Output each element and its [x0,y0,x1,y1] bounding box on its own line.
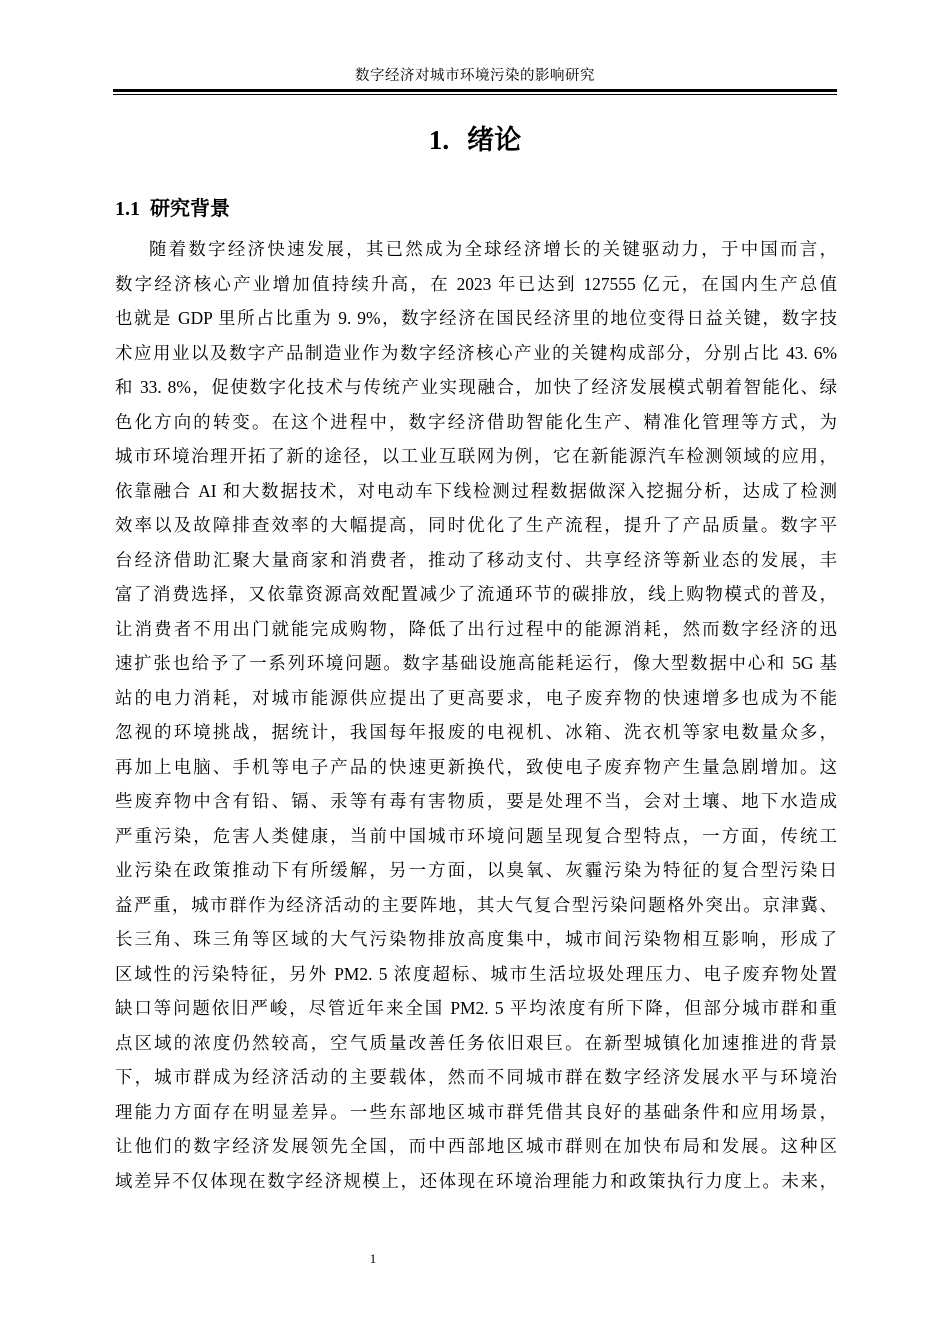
chapter-title: 绪论 [467,125,522,156]
page-number: 1 [369,1251,377,1266]
paragraph-line: 域差异不仅体现在数字经济规模上，还体现在环境治理能力和政策执行力度上。未来， [115,1170,837,1191]
header-rule-thin [113,94,837,95]
chapter-number: 1. [428,125,450,155]
section-heading [115,192,230,225]
header-rule-thick [113,89,837,92]
chapter-heading [113,118,837,163]
paragraph-line: 下，城市群成为经济活动的主要载体，然而不同城市群在数字经济发展水平与环境治 [115,1067,837,1087]
paragraph-line: 站的电力消耗，对城市能源供应提出了更高要求，电子废弃物的快速增多也成为不能 [115,687,837,708]
paragraph-line: 业污染在政策推动下有所缓解，另一方面，以臭氧、灰霾污染为特征的复合型污染日 [115,860,837,880]
paragraph-line: 色化方向的转变。在这个进程中，数字经济借助智能化生产、精准化管理等方式，为 [115,411,837,432]
paragraph-line: 区域性的污染特征，另外 PM2. 5 浓度超标、城市生活垃圾处理压力、电子废弃物处置 [115,963,837,984]
paragraph-line: 依靠融合 AI 和大数据技术，对电动车下线检测过程数据做深入挖掘分析，达成了检测 [115,480,837,501]
paragraph-line: 益严重，城市群作为经济活动的主要阵地，其大气复合型污染问题格外突出。京津冀、 [115,894,837,915]
paragraph-line: 也就是 GDP 里所占比重为 9. 9%，数字经济在国民经济里的地位变得日益关键，数字技 [115,308,837,328]
paragraph-line: 台经济借助汇聚大量商家和消费者，推动了移动支付、共享经济等新业态的发展，丰 [115,549,837,570]
paragraph-line: 随着数字经济快速发展，其已然成为全球经济增长的关键驱动力，于中国而言， [149,239,837,259]
paragraph-line: 城市环境治理开拓了新的途径，以工业互联网为例，它在新能源汽车检测领域的应用， [115,446,837,466]
running-header: 数字经济对城市环境污染的影响研究 [355,68,595,84]
paragraph-line: 和 33. 8%，促使数字化技术与传统产业实现融合，加快了经济发展模式朝着智能化、绿 [115,377,837,397]
paragraph-line: 速扩张也给予了一系列环境问题。数字基础设施高能耗运行，像大型数据中心和 5G 基 [115,653,837,673]
paragraph-line: 让他们的数字经济发展领先全国，而中西部地区城市群则在加快布局和发展。这种区 [115,1136,837,1156]
paragraph-line: 理能力方面存在明显差异。一些东部地区城市群凭借其良好的基础条件和应用场景， [115,1101,837,1122]
paragraph-line: 忽视的环境挑战，据统计，我国每年报废的电视机、冰箱、洗衣机等家电数量众多， [115,722,837,742]
paragraph-line: 长三角、珠三角等区域的大气污染物排放高度集中，城市间污染物相互影响，形成了 [115,929,837,949]
section-number: 1.1 [115,198,140,220]
paragraph-line: 点区域的浓度仍然较高，空气质量改善任务依旧艰巨。在新型城镇化加速推进的背景 [115,1032,837,1053]
paragraph-line: 富了消费选择，又依靠资源高效配置减少了流通环节的碳排放，线上购物模式的普及， [115,584,837,604]
body-paragraph [115,232,837,1198]
paragraph-line: 让消费者不用出门就能完成购物，降低了出行过程中的能源消耗，然而数字经济的迅 [115,618,837,639]
paragraph-line: 数字经济核心产业增加值持续升高，在 2023 年已达到 127555 亿元，在国内生产总值 [115,273,837,294]
paragraph-line: 再加上电脑、手机等电子产品的快速更新换代，致使电子废弃物产生量急剧增加。这 [115,756,837,777]
paragraph-line: 些废弃物中含有铅、镉、汞等有毒有害物质，要是处理不当，会对土壤、地下水造成 [115,791,837,811]
paragraph-line: 效率以及故障排查效率的大幅提高，同时优化了生产流程，提升了产品质量。数字平 [115,515,837,535]
paragraph-line: 严重污染，危害人类健康，当前中国城市环境问题呈现复合型特点，一方面，传统工 [115,825,837,846]
paragraph-line: 术应用业以及数字产品制造业作为数字经济核心产业的关键构成部分，分别占比 43. 6% [115,342,837,363]
paragraph-line: 缺口等问题依旧严峻，尽管近年来全国 PM2. 5 平均浓度有所下降，但部分城市群和重 [115,998,837,1018]
section-title: 研究背景 [150,196,230,220]
